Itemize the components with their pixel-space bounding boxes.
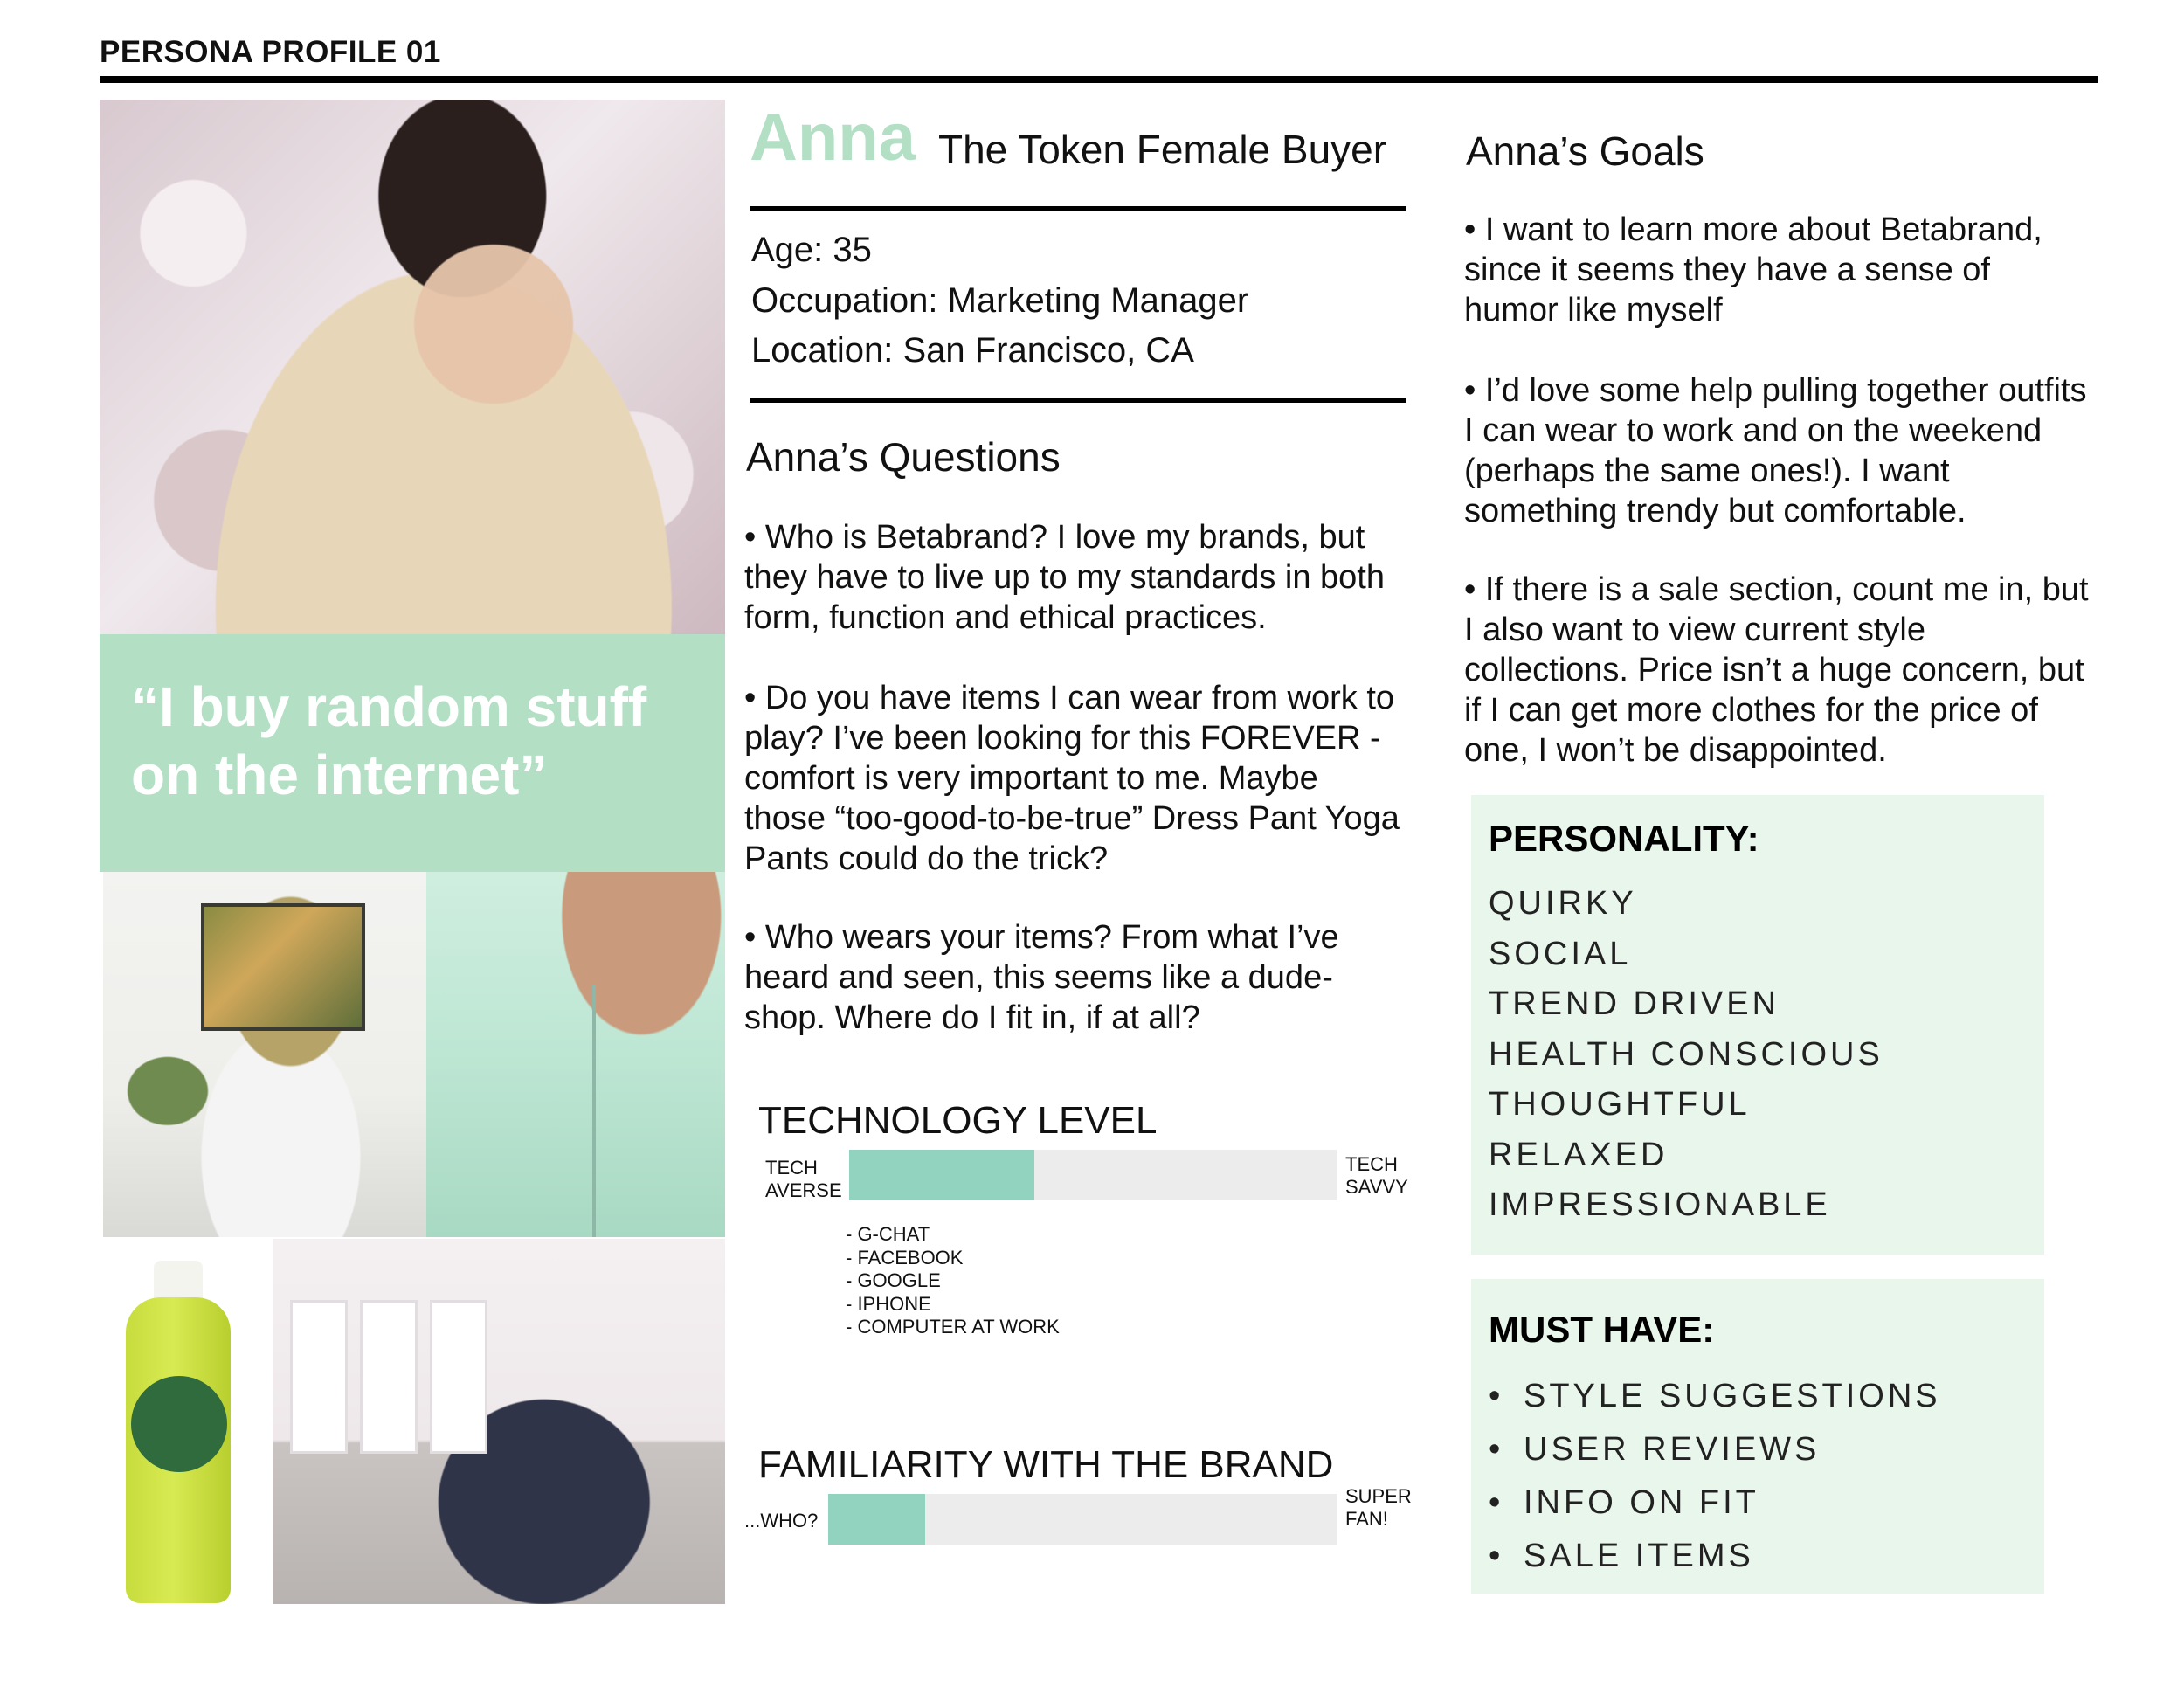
questions-heading: Anna’s Questions — [746, 434, 1061, 480]
technology-item: - GOOGLE — [846, 1269, 941, 1291]
technology-item: - COMPUTER AT WORK — [846, 1316, 1060, 1338]
studio-window — [430, 1300, 487, 1454]
wall-painting — [201, 903, 365, 1031]
goals-heading: Anna’s Goals — [1466, 128, 1704, 174]
technology-item: - G-CHAT — [846, 1223, 930, 1245]
persona-occupation: Occupation: Marketing Manager — [751, 281, 1249, 320]
divider — [750, 206, 1406, 211]
page-title: PERSONA PROFILE 01 — [100, 35, 441, 69]
question-item: • Who wears your items? From what I’ve heard and seen, this seems like a dude-shop. Where do I fit in, if at all? — [744, 919, 1339, 1036]
must-have-item — [1489, 1530, 1941, 1583]
persona-quote: “I buy random stuff on the internet” — [131, 675, 647, 806]
familiarity-high-label: SUPER FAN! — [1345, 1485, 1412, 1530]
must-have-label: INFO ON FIT — [1524, 1484, 1759, 1521]
personality-trait: TREND DRIVEN — [1489, 985, 1780, 1022]
mint-hoodie-photo — [426, 872, 725, 1237]
personality-box — [1471, 795, 2044, 1255]
technology-level-fill — [849, 1150, 1034, 1200]
technology-list — [846, 1223, 1060, 1339]
bullet-icon: • — [1489, 1484, 1501, 1521]
brand-familiarity-title: FAMILIARITY WITH THE BRAND — [758, 1443, 1334, 1486]
personality-trait: SOCIAL — [1489, 935, 1632, 972]
goal-item: • I want to learn more about Betabrand, since it seems they have a sense of humor like myself — [1464, 211, 2042, 328]
must-have-list — [1489, 1370, 1941, 1583]
tech-savvy-label: TECH SAVVY — [1345, 1153, 1408, 1198]
goal-item: • If there is a sale section, count me in, but I also want to view current style collections. Price isn’t a huge concern, but if I can get more clothes for the price of one, I won’t be disappointed. — [1464, 571, 2089, 769]
hoodie-zipper — [592, 985, 596, 1237]
personality-trait: IMPRESSIONABLE — [1489, 1186, 1831, 1223]
quote-block — [100, 634, 725, 872]
must-have-title: MUST HAVE: — [1489, 1309, 1715, 1350]
personality-trait: THOUGHTFUL — [1489, 1086, 1751, 1123]
must-have-label: SALE ITEMS — [1524, 1538, 1754, 1574]
must-have-item — [1489, 1370, 1941, 1423]
divider — [750, 398, 1406, 403]
must-have-item — [1489, 1476, 1941, 1530]
personality-trait: QUIRKY — [1489, 885, 1637, 922]
persona-age: Age: 35 — [751, 231, 872, 269]
must-have-box — [1471, 1279, 2044, 1594]
yoga-class-photo — [273, 1239, 725, 1604]
persona-role: The Token Female Buyer — [938, 127, 1387, 172]
personality-trait: RELAXED — [1489, 1136, 1669, 1173]
technology-level-meter — [849, 1150, 1337, 1200]
personality-trait: HEALTH CONSCIOUS — [1489, 1035, 1883, 1073]
brand-familiarity-fill — [828, 1494, 925, 1545]
technology-level-title: TECHNOLOGY LEVEL — [758, 1099, 1158, 1142]
personality-list — [1489, 879, 1883, 1231]
bullet-icon: • — [1489, 1538, 1501, 1574]
question-item: • Who is Betabrand? I love my brands, but they have to live up to my standards in both form, function and ethical practices. — [744, 519, 1385, 636]
dining-room-photo — [103, 872, 426, 1237]
studio-window — [290, 1300, 348, 1454]
technology-item: - FACEBOOK — [846, 1246, 964, 1269]
question-item: • Do you have items I can wear from work to play? I’ve been looking for this FOREVER - comfort is very important to me. Maybe those “too-good-to-be-true” Dress Pant Yoga Pants could do the trick? — [744, 680, 1400, 877]
bullet-icon: • — [1489, 1431, 1501, 1468]
bullet-icon: • — [1489, 1378, 1501, 1414]
goal-item: • I’d love some help pulling together outfits I can wear to work and on the weekend (perhaps the same ones!). I want something trendy but comfortable. — [1464, 372, 2087, 529]
persona-portrait-photo — [100, 100, 725, 634]
studio-window — [360, 1300, 418, 1454]
must-have-item — [1489, 1423, 1941, 1476]
persona-name: Anna — [750, 100, 916, 175]
persona-location: Location: San Francisco, CA — [751, 331, 1194, 370]
moon-juice-bottle-photo — [100, 1245, 257, 1616]
brand-familiarity-meter — [828, 1494, 1337, 1545]
header-divider — [100, 76, 2098, 83]
must-have-label: STYLE SUGGESTIONS — [1524, 1378, 1941, 1414]
tech-averse-label: TECH AVERSE — [765, 1157, 842, 1201]
technology-item: - IPHONE — [846, 1292, 931, 1315]
familiarity-low-label: ...WHO? — [744, 1510, 819, 1531]
must-have-label: USER REVIEWS — [1524, 1431, 1821, 1468]
personality-title: PERSONALITY: — [1489, 818, 1759, 859]
juice-logo-label — [131, 1376, 227, 1472]
